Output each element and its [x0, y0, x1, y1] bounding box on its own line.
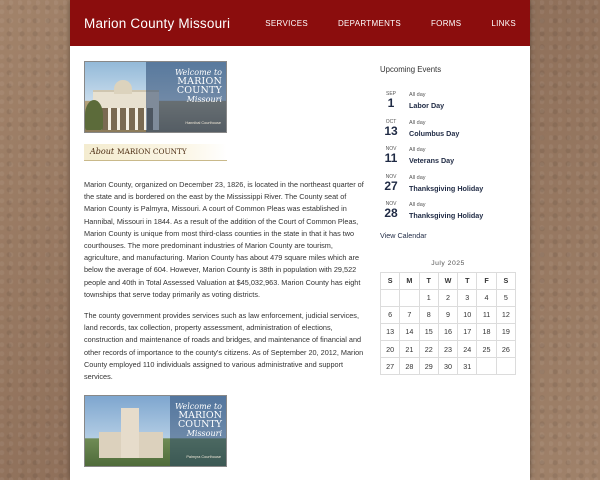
calendar-weekday-row: [381, 272, 516, 289]
about-prefix: About: [90, 146, 115, 156]
calendar-day-cell: 27: [381, 358, 400, 375]
events-list: [380, 91, 520, 229]
about-paragraph-1: Marion County, organized on December 23, 1826, is located in the northeast quarter of the state and is bordered on the east by the Mississippi River. The County seat of Marion County is Palmyra, Missouri. A court of Common Pleas was established in Hannibal, Missouri in 1844. As a result of the addition of the Court of Common Pleas, Marion County is unique from most third-class counties in the state in that it has two courthouses. The more predominant industries of Marion County are tourism, agriculture, and manufacturing. Marion County has about 479 square miles which are below the average of 604. However, Marion County is 38th in population with 29,522 people and 40th in Total Assessed Valuation at $45,032,963. Marion County has eight townships that serve today primarily as voting districts.: [84, 180, 364, 299]
calendar-day-cell: 9: [438, 306, 457, 323]
calendar-day-cell: 16: [438, 323, 457, 340]
event-time: All day: [409, 202, 426, 208]
calendar-day-cell: 30: [438, 358, 457, 375]
tree: [85, 100, 103, 130]
view-calendar-link[interactable]: View Calendar: [380, 230, 427, 240]
event-info: [409, 174, 483, 193]
calendar-day-cell: 28: [400, 358, 419, 375]
event-info: [409, 91, 444, 110]
calendar-day-cell: 15: [419, 323, 438, 340]
event-time: All day: [409, 92, 426, 98]
event-item[interactable]: [380, 146, 520, 174]
event-name[interactable]: Thanksgiving Holiday: [409, 211, 484, 220]
welcome-image-hannibal: [84, 61, 227, 133]
welcome-line3: Missouri: [186, 95, 222, 104]
calendar-day-cell: 12: [496, 306, 515, 323]
weekday-header: T: [419, 272, 438, 289]
calendar-day-cell: 4: [477, 289, 496, 306]
calendar-day-cell: 22: [419, 341, 438, 358]
nav-services[interactable]: SERVICES: [265, 18, 308, 28]
event-date: [380, 201, 402, 219]
event-day: 11: [384, 151, 398, 165]
calendar-day-cell: 26: [496, 341, 515, 358]
calendar-day-cell: 11: [477, 306, 496, 323]
calendar-day-cell: 14: [400, 323, 419, 340]
welcome-line1: Welcome to: [174, 68, 222, 77]
event-month: NOV: [385, 201, 397, 207]
calendar-day-cell: [496, 358, 515, 375]
courthouse-columns: [99, 108, 153, 130]
weekday-header: F: [477, 272, 496, 289]
event-item[interactable]: [380, 174, 520, 202]
calendar-day-cell: 23: [438, 341, 457, 358]
calendar-day-cell: 6: [381, 306, 400, 323]
calendar-week-row: [381, 289, 516, 306]
about-title: MARION COUNTY: [117, 146, 187, 156]
event-day: 27: [384, 178, 398, 193]
event-item[interactable]: [380, 201, 520, 229]
event-month: NOV: [385, 146, 397, 152]
about-banner: [84, 144, 227, 161]
calendar-week-row: [381, 306, 516, 323]
calendar-day-cell: [381, 289, 400, 306]
event-name[interactable]: Veterans Day: [409, 156, 455, 165]
nav-links[interactable]: LINKS: [491, 18, 516, 28]
calendar-day-cell: 25: [477, 341, 496, 358]
about-paragraph-2: The county government provides services such as law enforcement, judicial services, land records, tax collection, property assessment, administration of elections, construction and maintenance of roads and bridges, and maintenance of financial and other records of importance to the county's citizens. As of September 20, 2012, Marion County employed 110 individuals assigned to various administrative and support services.: [84, 311, 364, 382]
welcome-text: [132, 402, 222, 438]
calendar-caption: July 2025: [431, 259, 465, 267]
event-day: 13: [384, 123, 398, 138]
calendar-day-cell: 31: [458, 358, 477, 375]
event-time: All day: [409, 119, 426, 126]
event-name[interactable]: Thanksgiving Holiday: [409, 183, 484, 193]
event-date: [380, 174, 402, 192]
calendar-day-cell: 19: [496, 323, 515, 340]
image-caption: Hannibal Courthouse: [185, 120, 221, 125]
page-container: [70, 0, 530, 480]
image-caption: Palmyra Courthouse: [186, 455, 221, 460]
event-month: NOV: [385, 173, 397, 180]
calendar-day-cell: 13: [381, 323, 400, 340]
welcome-image-palmyra: [84, 395, 227, 467]
mini-calendar: [380, 260, 516, 376]
site-title[interactable]: Marion County Missouri: [84, 15, 231, 31]
weekday-header: T: [458, 272, 477, 289]
event-info: [409, 146, 454, 165]
calendar-day-cell: 1: [419, 289, 438, 306]
welcome-line3: Missouri: [186, 429, 222, 439]
calendar-week-row: [381, 358, 516, 375]
calendar-day-cell: [400, 289, 419, 306]
calendar-day-cell: 3: [458, 289, 477, 306]
calendar-day-cell: 7: [400, 306, 419, 323]
calendar-day-cell: 24: [458, 341, 477, 358]
welcome-line2: MARION COUNTY: [176, 76, 222, 96]
sidebar: [380, 65, 520, 375]
calendar-day-cell: 29: [419, 358, 438, 375]
event-month: OCT: [385, 118, 397, 125]
calendar-day-cell: 8: [419, 306, 438, 323]
calendar-day-cell: 10: [458, 306, 477, 323]
calendar-grid: [380, 272, 516, 376]
event-day: 1: [387, 96, 395, 110]
event-date: [380, 119, 402, 137]
calendar-day-cell: 2: [438, 289, 457, 306]
calendar-day-cell: [477, 358, 496, 375]
event-time: All day: [409, 174, 426, 181]
calendar-day-cell: 21: [400, 341, 419, 358]
weekday-header: W: [438, 272, 457, 289]
event-info: [409, 119, 459, 138]
weekday-header: S: [381, 272, 400, 289]
calendar-day-cell: 17: [458, 323, 477, 340]
event-month: SEP: [385, 91, 396, 97]
event-item[interactable]: [380, 91, 520, 119]
calendar-week-row: [381, 341, 516, 358]
calendar-day-cell: 20: [381, 341, 400, 358]
event-time: All day: [409, 147, 426, 153]
event-date: [380, 91, 402, 109]
event-name[interactable]: Columbus Day: [409, 128, 460, 138]
welcome-text: [146, 68, 222, 104]
event-day: 28: [384, 206, 398, 220]
event-date: [380, 146, 402, 164]
nav-forms[interactable]: FORMS: [430, 18, 462, 28]
event-name[interactable]: Labor Day: [409, 101, 445, 110]
main-nav: [235, 19, 516, 28]
upcoming-events-title: Upcoming Events: [380, 65, 442, 74]
welcome-line2: MARION COUNTY: [178, 410, 222, 431]
courthouse-dome: [114, 80, 132, 94]
nav-departments[interactable]: DEPARTMENTS: [337, 18, 401, 28]
site-header: [70, 0, 530, 46]
event-info: [409, 201, 483, 220]
weekday-header: M: [400, 272, 419, 289]
calendar-day-cell: 18: [477, 323, 496, 340]
calendar-week-row: [381, 323, 516, 340]
welcome-line1: Welcome to: [174, 402, 222, 412]
event-item[interactable]: [380, 119, 520, 147]
weekday-header: S: [496, 272, 515, 289]
main-content: [84, 61, 366, 467]
calendar-day-cell: 5: [496, 289, 515, 306]
